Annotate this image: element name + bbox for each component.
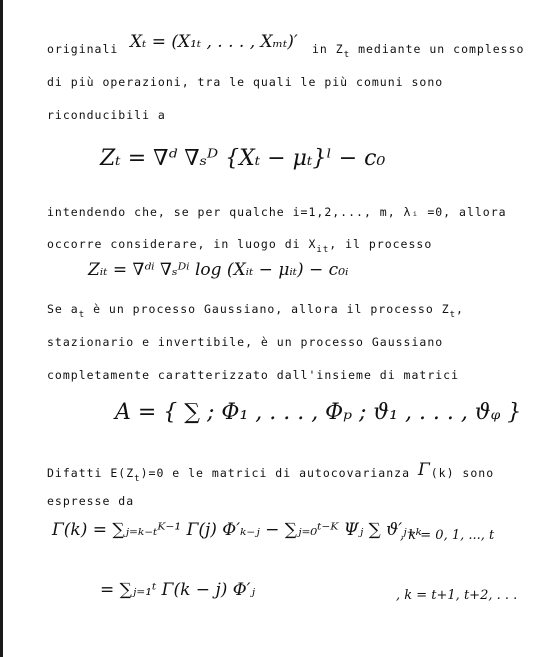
text-line-2: di più operazioni, tra le quali le più comuni sono [47, 75, 444, 89]
equation-2: Zᵢₜ = ∇ᵈⁱ ∇ₛᴰⁱ log (Xᵢₜ − μᵢₜ) − c₀ᵢ [88, 260, 349, 280]
equation-3: A = { ∑ ; Φ₁ , . . . , Φₚ ; ϑ₁ , . . . , ϑᵩ } [115, 400, 522, 425]
equation-4-condition: , k = 0, 1, ..., t [400, 528, 495, 543]
text-autocovarianza: )=0 e le matrici di autocovarianza [140, 466, 410, 480]
text-gaussiano: è un processo Gaussiano, allora il processo Z [93, 302, 450, 316]
text-difatti: Difatti E(Z [47, 466, 135, 480]
equation-1: Zₜ = ∇ᵈ ∇ₛᴰ {Xₜ − μₜ}ˡ − c₀ [100, 146, 386, 171]
text-se-a: Se a [47, 302, 79, 316]
equation-4: Γ(k) = ∑ⱼ₌ₖ₋ₜᴷ⁻¹ Γ(j) Φ′ₖ₋ⱼ − ∑ⱼ₌₀ᵗ⁻ᴷ Ψⱼ ∑ ϑ′ⱼ₊ₖ [52, 520, 422, 540]
text-k-sono: (k) sono [430, 466, 495, 480]
text-line-7: stazionario e invertibile, è un processo Gaussiano [47, 335, 444, 349]
subscript-t-a: t [78, 310, 86, 320]
text-line-4: intendendo che, se per qualche i=1,2,..., m, λᵢ =0, allora [47, 205, 507, 219]
text-line-1 [47, 42, 118, 56]
subscript-it: it [316, 245, 330, 255]
subscript-t: t [343, 50, 351, 60]
text-in-z: in Z [312, 42, 344, 56]
handwritten-gamma: Γ [417, 460, 431, 480]
equation-5: = ∑ⱼ₌₁ᵗ Γ(k − j) Φ′ⱼ [100, 580, 256, 600]
text-occorre: occorre considerare, in luogo di X [47, 237, 317, 251]
text-line-9 [47, 462, 494, 482]
text-originali: originali [47, 42, 119, 56]
text-line-1-tail [312, 42, 525, 60]
text-mediante: mediante un complesso [358, 42, 525, 56]
page-edge [0, 0, 3, 657]
text-line-5 [47, 237, 433, 255]
subscript-t-z: t [449, 310, 457, 320]
text-line-3: riconducibili a [47, 108, 166, 122]
handwritten-vector-x: Xₜ = (X₁ₜ , . . . , Xₘₜ)′ [130, 32, 298, 52]
text-line-8: completamente caratterizzato dall'insieme di matrici [47, 368, 460, 382]
equation-5-condition: , k = t+1, t+2, . . . [396, 588, 518, 603]
text-line-10: espresse da [47, 494, 135, 508]
subscript-t-e: t [134, 474, 141, 484]
text-line-6 [47, 302, 464, 320]
text-comma: , [456, 302, 464, 316]
text-il-processo: , il processo [329, 237, 433, 251]
